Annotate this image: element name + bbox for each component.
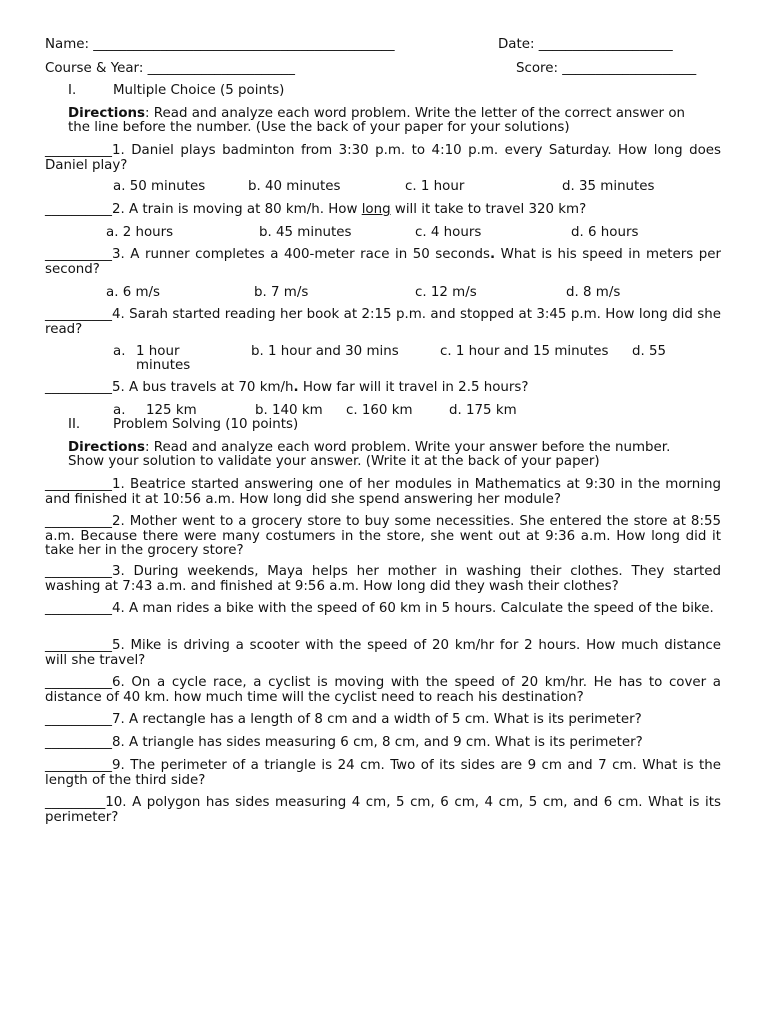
directions-text-2: : Read and analyze each word problem. Write your answer before the number.: [145, 440, 671, 455]
mc-q2-option-d: d. 6 hours: [571, 225, 639, 240]
mc-q4-option-a-letter: a.: [113, 344, 126, 359]
ps-question-9: __________9. The perimeter of a triangle is 24 cm. Two of its sides are 9 cm and 7 cm. What is the length of the third side?: [45, 758, 721, 788]
mc-q5-option-c: c. 160 km: [346, 403, 413, 418]
directions-text: : Read and analyze each word problem. Write the letter of the correct answer on: [145, 106, 685, 121]
mc-q5-option-d: d. 175 km: [449, 403, 517, 418]
mc-question-3: __________3. A runner completes a 400-meter race in 50 seconds. What is his speed in meters per second?: [45, 247, 721, 277]
mc-q3-option-b: b. 7 m/s: [254, 285, 309, 300]
mc-q4-option-c: c. 1 hour and 15 minutes: [440, 344, 609, 359]
mc-q2-option-c: c. 4 hours: [415, 225, 482, 240]
mc-question-2: __________2. A train is moving at 80 km/h. How long will it take to travel 320 km?: [45, 202, 587, 217]
mc-q5-option-b: b. 140 km: [255, 403, 323, 418]
mc-q1-option-c: c. 1 hour: [405, 179, 465, 194]
course-year-field: Course & Year: ______________________: [45, 61, 295, 76]
name-field: Name: _____________________________________________: [45, 37, 395, 52]
mc-q4-option-d: d. 55: [632, 344, 667, 359]
mc-question-1: __________1. Daniel plays badminton from 3:30 p.m. to 4:10 p.m. every Saturday. How long does Daniel play?: [45, 143, 721, 173]
directions-label-2: Directions: [68, 440, 146, 455]
date-field: Date: ____________________: [498, 37, 673, 52]
mc-question-5: __________5. A bus travels at 70 km/h. How far will it travel in 2.5 hours?: [45, 380, 529, 395]
ps-question-6: __________6. On a cycle race, a cyclist is moving with the speed of 20 km/hr. He has to cover a distance of 40 km. how much time will the cyclist need to reach his destination?: [45, 675, 721, 705]
section-1-number: I.: [68, 83, 77, 98]
ps-question-3: __________3. During weekends, Maya helps her mother in washing their clothes. They started washing at 7:43 a.m. and finished at 9:56 a.m. How long did they wash their clothes?: [45, 564, 721, 594]
mc-q5-option-a: 125 km: [146, 403, 197, 418]
ps-question-7: __________7. A rectangle has a length of 8 cm and a width of 5 cm. What is its perimeter?: [45, 712, 642, 727]
mc-q5-option-a-letter: a.: [113, 403, 126, 418]
ps-question-10: _________10. A polygon has sides measuring 4 cm, 5 cm, 6 cm, 4 cm, 5 cm, and 6 cm. What is its perimeter?: [45, 795, 721, 825]
ps-question-1: __________1. Beatrice started answering one of her modules in Mathematics at 9:30 in the morning and finished it at 10:56 a.m. How long did she spend answering her module?: [45, 477, 721, 507]
ps-question-5: __________5. Mike is driving a scooter with the speed of 20 km/hr for 2 hours. How much distance will she travel?: [45, 638, 721, 668]
directions-label: Directions: [68, 106, 146, 121]
section-2-directions-line2: Show your solution to validate your answer. (Write it at the back of your paper): [68, 454, 600, 469]
ps-question-8: __________8. A triangle has sides measuring 6 cm, 8 cm, and 9 cm. What is its perimeter?: [45, 735, 643, 750]
mc-q4-option-a: 1 hour: [136, 344, 180, 359]
mc-q1-option-d: d. 35 minutes: [562, 179, 655, 194]
ps-question-2: __________2. Mother went to a grocery store to buy some necessities. She entered the store at 8:55 a.m. Because there were many costumers in the store, she went out at 9:36 a.m. How long did it take her in the grocery store?: [45, 514, 721, 558]
mc-q3-option-a: a. 6 m/s: [106, 285, 161, 300]
mc-question-4: __________4. Sarah started reading her book at 2:15 p.m. and stopped at 3:45 p.m. How long did she read?: [45, 307, 721, 337]
mc-q1-option-b: b. 40 minutes: [248, 179, 341, 194]
mc-q2-option-b: b. 45 minutes: [259, 225, 352, 240]
mc-q2-option-a: a. 2 hours: [106, 225, 174, 240]
section-2-title: Problem Solving (10 points): [113, 417, 299, 432]
ps-question-4: __________4. A man rides a bike with the speed of 60 km in 5 hours. Calculate the speed of the bike.: [45, 601, 714, 616]
score-field: Score: ____________________: [516, 61, 697, 76]
section-1-directions-line2: the line before the number. (Use the back of your paper for your solutions): [68, 120, 570, 135]
mc-q3-option-c: c. 12 m/s: [415, 285, 477, 300]
section-2-number: II.: [68, 417, 81, 432]
mc-q3-option-d: d. 8 m/s: [566, 285, 621, 300]
section-1-title: Multiple Choice (5 points): [113, 83, 285, 98]
mc-q4-option-a-line2: minutes: [136, 358, 191, 373]
mc-q4-option-b: b. 1 hour and 30 mins: [251, 344, 399, 359]
mc-q1-option-a: a. 50 minutes: [113, 179, 206, 194]
